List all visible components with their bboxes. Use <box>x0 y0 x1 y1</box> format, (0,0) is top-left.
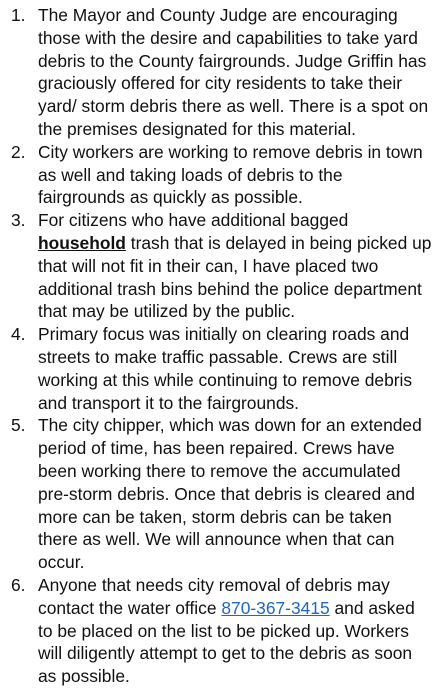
item-text-line: period of time, has been repaired. Crews have <box>38 438 395 459</box>
item-text-line: graciously offered for city residents to take their <box>38 73 403 94</box>
item-number: 2. <box>11 141 26 162</box>
item-text-line: will diligently attempt to get to the debris as soon <box>38 643 413 664</box>
water-office-phone-link[interactable]: 870-367-3415 <box>221 597 330 618</box>
item-text-line: those with the desire and capabilities to take yard <box>38 27 418 48</box>
item-text-line: Primary focus was initially on clearing roads and <box>38 324 410 345</box>
list-item-6 <box>0 574 444 688</box>
item-text-line: there as well. We will announce when that can <box>38 529 395 550</box>
item-text-line: additional trash bins behind the police department <box>38 278 422 299</box>
item-text-line: City workers are working to remove debris in town <box>38 141 423 162</box>
debris-notice-list <box>0 4 444 688</box>
item-text-fragment: contact the water office <box>38 597 222 618</box>
item-text-line: to be placed on the list to be picked up. Workers <box>38 620 409 641</box>
item-text-line: been working there to remove the accumulated <box>38 460 401 481</box>
item-text-line: debris to the County fairgrounds. Judge Griffin has <box>38 50 427 71</box>
list-item-4 <box>0 323 444 414</box>
item-text-line: working at this while continuing to remove debris <box>38 369 413 390</box>
item-text-line: Anyone that needs city removal of debris may <box>38 574 390 595</box>
item-text-line: as possible. <box>38 666 130 687</box>
item-text-line: yard/ storm debris there as well. There is a spot on <box>38 96 429 117</box>
item-text-fragment: trash that is delayed in being picked up <box>125 232 432 253</box>
item-text-line: For citizens who have additional bagged <box>38 210 349 231</box>
item-text-line: fairgrounds as quickly as possible. <box>38 187 303 208</box>
item-number: 4. <box>11 324 26 345</box>
item-text-line: and transport it to the fairgrounds. <box>38 392 300 413</box>
list-item-2 <box>0 141 444 209</box>
list-item-3 <box>0 209 444 323</box>
item-text-line: that may be utilized by the public. <box>38 301 296 322</box>
item-number: 3. <box>11 210 26 231</box>
item-text-line: The Mayor and County Judge are encouraging <box>38 5 398 25</box>
item-text-line: as well and taking loads of debris to the <box>38 164 343 185</box>
item-text-line: the premises designated for this material. <box>38 118 357 139</box>
item-text-line: that will not fit in their can, I have placed two <box>38 255 379 276</box>
item-number: 1. <box>11 5 26 25</box>
item-text-line: more can be taken, storm debris can be taken <box>38 506 392 527</box>
item-number: 6. <box>11 574 26 595</box>
item-text-line <box>38 232 444 255</box>
item-text-line: streets to make traffic passable. Crews are still <box>38 346 398 367</box>
item-text-line <box>38 597 444 620</box>
item-text-line: occur. <box>38 552 85 573</box>
item-text-line: pre-storm debris. Once that debris is cleared and <box>38 483 415 504</box>
item-text-fragment: and asked <box>329 597 415 618</box>
list-item-1 <box>0 4 444 141</box>
list-item-5 <box>0 414 444 574</box>
item-text-line: The city chipper, which was down for an extended <box>38 415 422 436</box>
household-emphasis: household <box>38 232 126 253</box>
item-number: 5. <box>11 415 26 436</box>
